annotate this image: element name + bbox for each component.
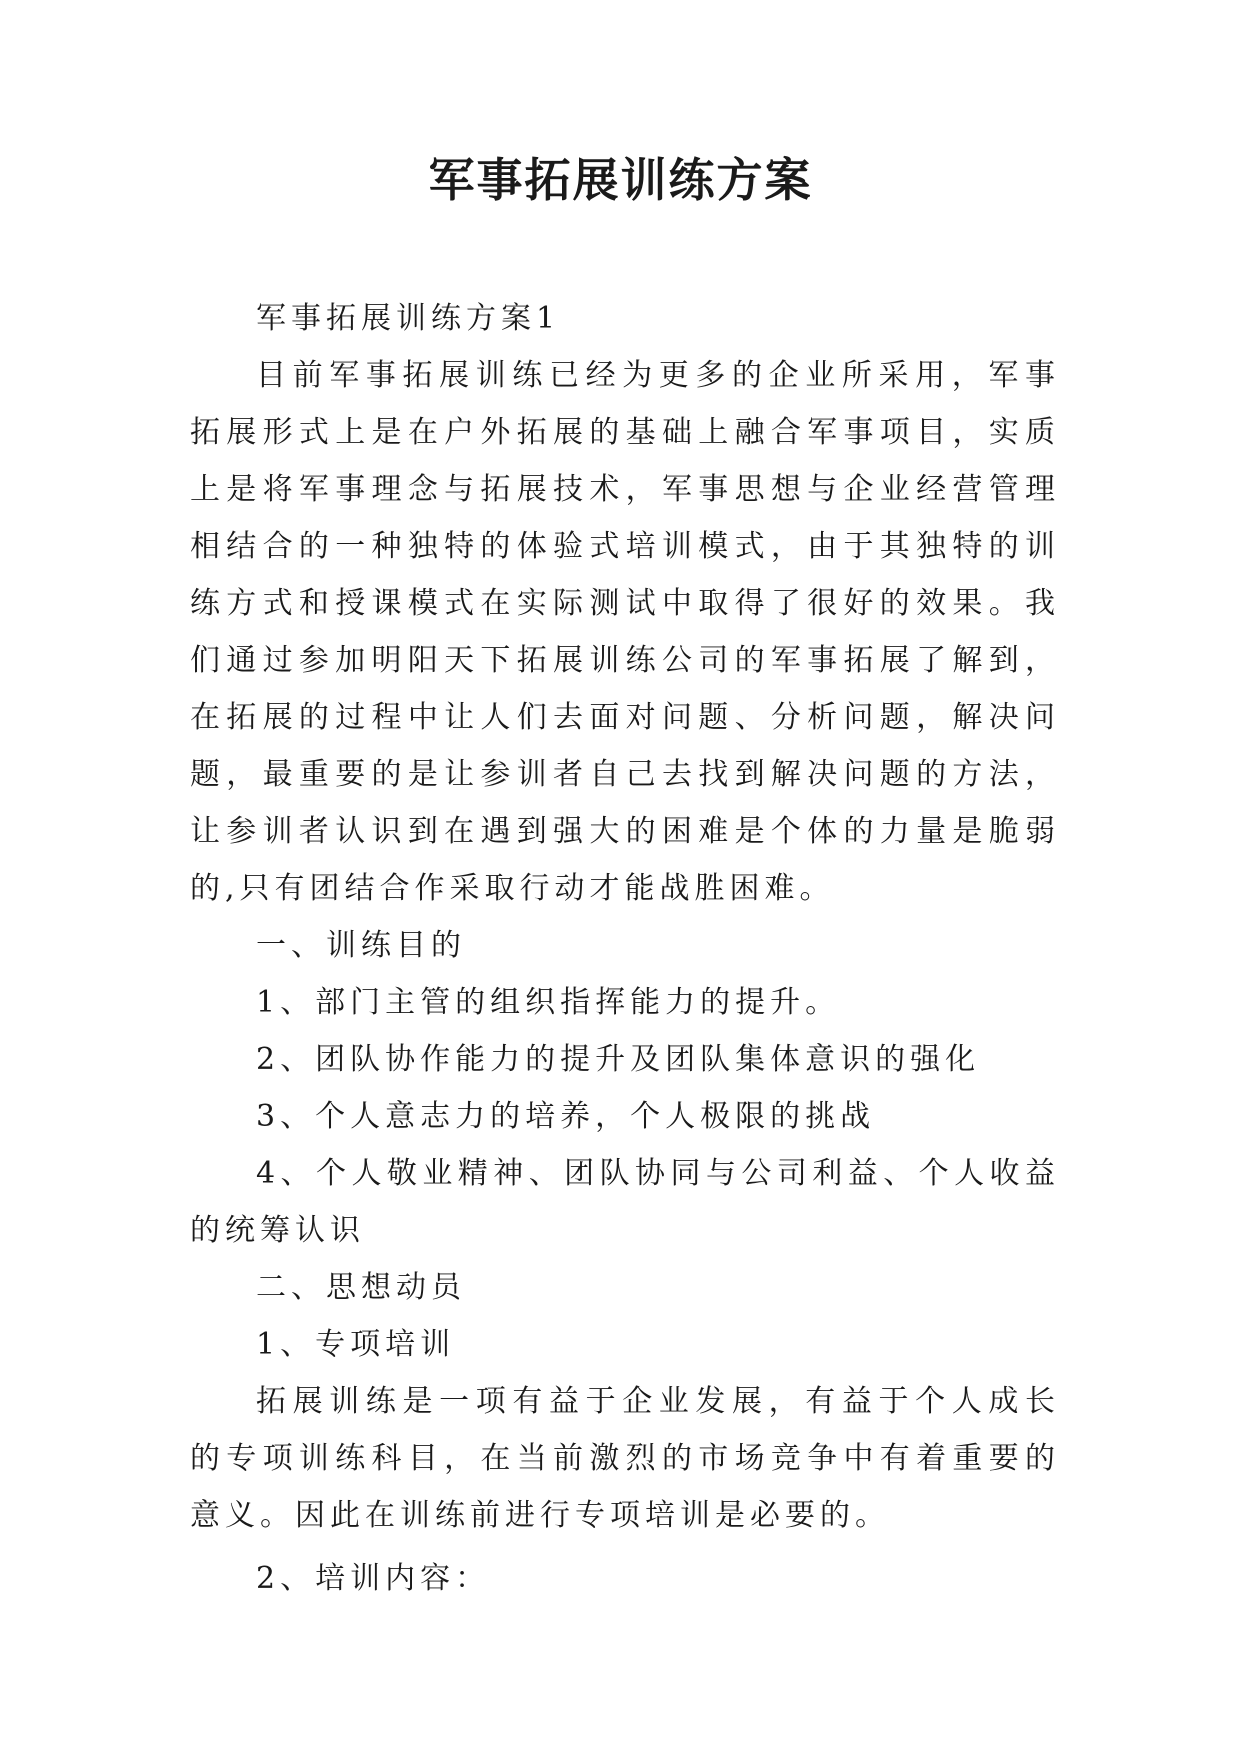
- subheading-training-content: 2、培训内容：: [256, 1561, 491, 1596]
- purpose-item-4: 4、个人敬业精神、团队协同与公司利益、个人收益的统筹认识: [190, 1156, 1060, 1248]
- document-title: 军事拓展训练方案: [428, 153, 813, 207]
- section-heading-training-purpose: 一、训练目的: [256, 928, 466, 963]
- document-body: [190, 290, 1060, 1607]
- purpose-item-1: 1、部门主管的组织指挥能力的提升。: [256, 985, 841, 1020]
- subheading-special-training: 1、专项培训: [256, 1327, 456, 1362]
- purpose-item-3: 3、个人意志力的培养，个人极限的挑战: [256, 1099, 876, 1134]
- purpose-item-2: 2、团队协作能力的提升及团队集体意识的强化: [256, 1042, 981, 1077]
- special-training-paragraph: 拓展训练是一项有益于企业发展，有益于个人成长的专项训练科目，在当前激烈的市场竞争中有着重要的意义。因此在训练前进行专项培训是必要的。: [190, 1384, 1060, 1533]
- section-heading-mobilization: 二、思想动员: [256, 1270, 466, 1305]
- section-heading-plan-1: 军事拓展训练方案1: [256, 301, 561, 336]
- intro-paragraph: 目前军事拓展训练已经为更多的企业所采用，军事拓展形式上是在户外拓展的基础上融合军事项目，实质上是将军事理念与拓展技术，军事思想与企业经营管理相结合的一种独特的体验式培训模式，由于其独特的训练方式和授课模式在实际测试中取得了很好的效果。我们通过参加明阳天下拓展训练公司的军事拓展了解到，在拓展的过程中让人们去面对问题、分析问题，解决问题，最重要的是让参训者自己去找到解决问题的方法，让参训者认识到在遇到强大的困难是个体的力量是脆弱的,只有团结合作采取行动才能战胜困难。: [190, 358, 1060, 906]
